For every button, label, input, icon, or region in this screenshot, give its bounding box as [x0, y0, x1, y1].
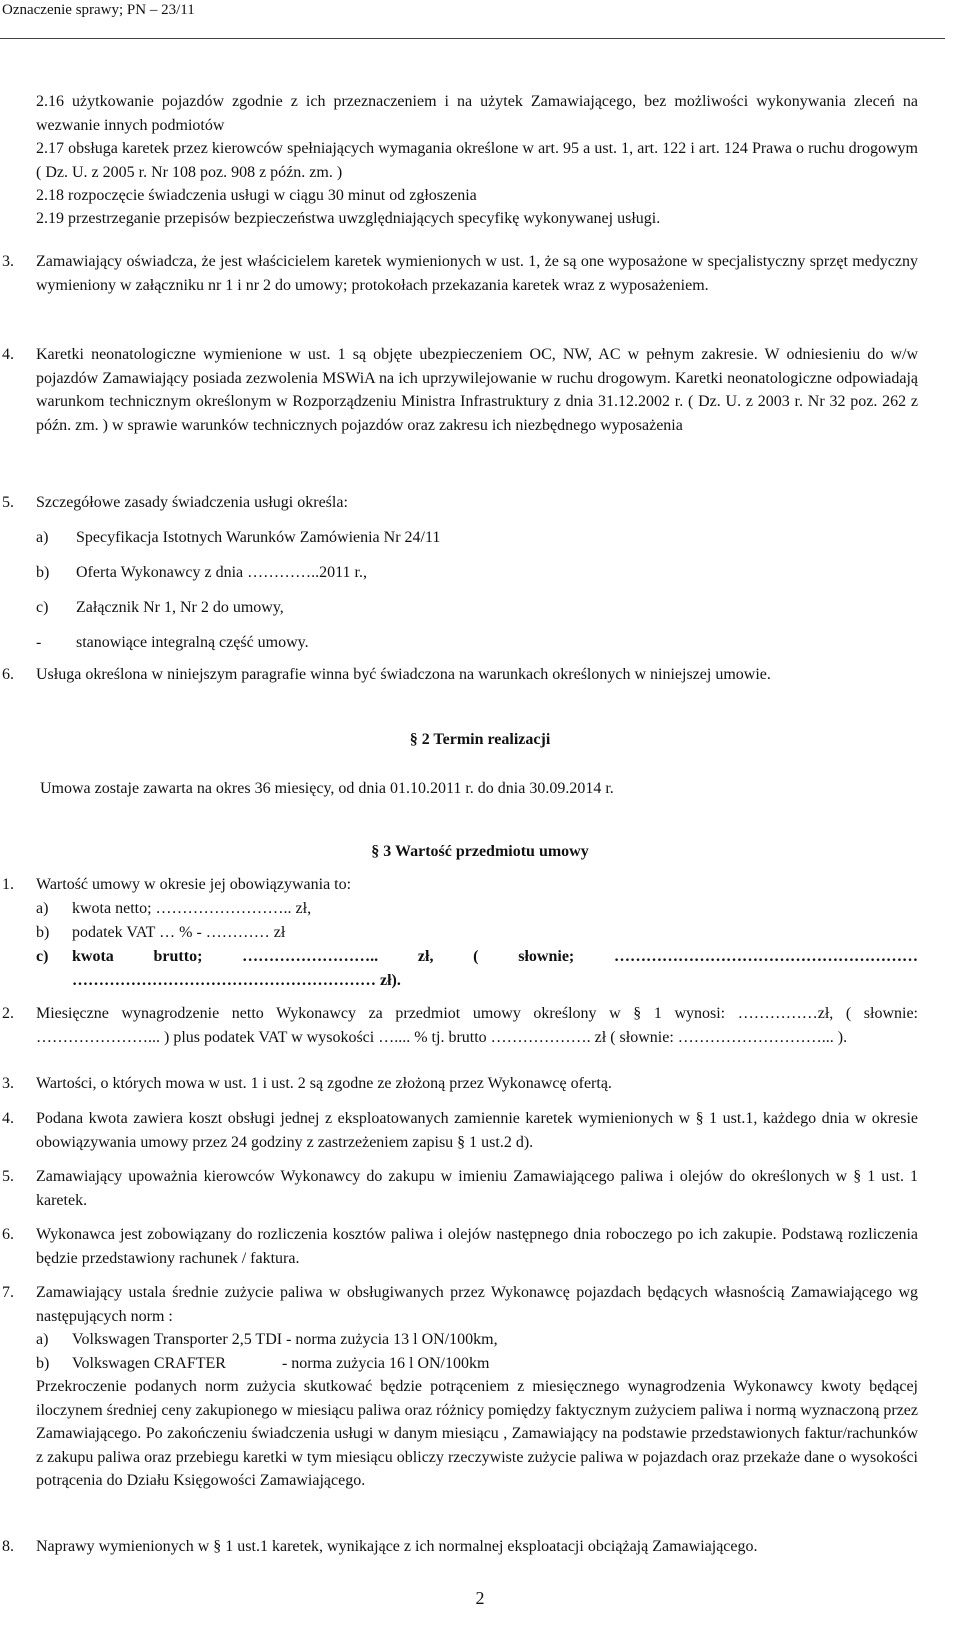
item-2-17	[36, 137, 918, 184]
sub-label: c)	[36, 599, 49, 616]
s3-item-a: kwota netto; …………………….. zł,	[72, 900, 312, 917]
sub-label: -	[36, 634, 42, 651]
item-number: 2.17	[36, 140, 64, 157]
sub-item-c	[36, 596, 918, 620]
item-number: a)	[36, 900, 49, 917]
s3-item-1: Wartość umowy w okresie jej obowiązywania to:	[36, 876, 352, 893]
case-reference: Oznaczenie sprawy; PN – 23/11	[2, 2, 195, 18]
page-number: 2	[475, 1588, 485, 1608]
s3-item-7-note: Przekroczenie podanych norm zużycia skutkować będzie potrąceniem z miesięcznego wynagrodzenia Wykonawcy kwoty będącej iloczynem średniej ceny zakupionego w miesiącu paliwa oraz różnicy pomiędzy faktycznym zużyciem paliwa i normą wyznaczoną przez Zamawiającego. Po zakończeniu świadczenia usługi w danym miesiącu , Zamawiający na podstawie przedstawionych faktur/rachunków z zakupu paliwa oraz przebiegu karetki w tym miesiącu obliczy rzeczywiste zużycie paliwa w pojazdach oraz przekaże dane o wysokości potrącenia do Działu Księgowości Zamawiającego.	[36, 1378, 918, 1489]
paragraph-6: Usługa określona w niniejszym paragrafie winna być świadczona na warunkach określonych w niniejszej umowie.	[36, 666, 771, 683]
section-3-heading: § 3 Wartość przedmiotu umowy	[371, 843, 589, 860]
paragraph-number: 4.	[2, 346, 14, 363]
item-2-19	[36, 207, 918, 231]
sub-item-dash	[36, 631, 918, 655]
paragraph-number: 3.	[2, 253, 14, 270]
s3-item-b: podatek VAT … % - ………… zł	[72, 924, 286, 941]
item-text: rozpoczęcie świadczenia usługi w ciągu 30 minut od zgłoszenia	[68, 187, 477, 204]
item-number: b)	[36, 924, 50, 941]
item-number: 8.	[2, 1538, 14, 1555]
s3-item-c: kwota brutto; …………………….. zł, ( słownie; ………………………………………………… ………………………………………………… zł).	[72, 948, 918, 989]
paragraph-5: Szczegółowe zasady świadczenia usługi określa:	[36, 494, 348, 511]
section-2-text: Umowa zostaje zawarta na okres 36 miesięcy, od dnia 01.10.2011 r. do dnia 30.09.2014 r.	[40, 780, 614, 797]
item-number: 7.	[2, 1284, 14, 1301]
paragraph-number: 5.	[2, 494, 14, 511]
item-number: c)	[36, 948, 49, 965]
sub-text: stanowiące integralną część umowy.	[76, 634, 309, 651]
item-number: 2.19	[36, 210, 64, 227]
paragraph-3: Zamawiający oświadcza, że jest właścicielem karetek wymienionych w ust. 1, że są one wyposażone w specjalistyczny sprzęt medyczny wymieniony w załączniku nr 1 i nr 2 do umowy; protokołach przekazania karetek wraz z wyposażeniem.	[36, 253, 918, 294]
item-number: 2.18	[36, 187, 64, 204]
item-number: 4.	[2, 1110, 14, 1127]
s3-item-2: Miesięczne wynagrodzenie netto Wykonawcy za przedmiot umowy określony w § 1 wynosi: ……………zł, ( słownie: …………………... ) plus podatek VAT w wysokości ….... % tj. brutto ………………. zł ( słownie: ………………………... ).	[36, 1005, 918, 1046]
s3-item-5: Zamawiający upoważnia kierowców Wykonawcy do zakupu w imieniu Zamawiającego paliwa i olejów do określonych w § 1 ust. 1 karetek.	[36, 1168, 918, 1209]
item-number: 1.	[2, 876, 14, 893]
paragraph-4: Karetki neonatologiczne wymienione w ust. 1 są objęte ubezpieczeniem OC, NW, AC w pełnym zakresie. W odniesieniu do w/w pojazdów Zamawiający posiada zezwolenia MSWiA na ich uprzywilejowanie w ruchu drogowym. Karetki neonatologiczne odpowiadają warunkom technicznym określonym w Rozporządzeniu Ministra Infrastruktury z dnia 31.12.2002 r. ( Dz. U. z 2003 r. Nr 32 poz. 262 z późn. zm. ) w sprawie warunków technicznych pojazdów oraz zakresu ich niezbędnego wyposażenia	[36, 346, 918, 434]
sub-item-b	[36, 561, 918, 585]
sub-text: Specyfikacja Istotnych Warunków Zamówienia Nr 24/11	[76, 529, 441, 546]
sub-text: Załącznik Nr 1, Nr 2 do umowy,	[76, 599, 284, 616]
item-number: 5.	[2, 1168, 14, 1185]
s3-item-7a: Volkswagen Transporter 2,5 TDI - norma zużycia 13 l ON/100km,	[72, 1331, 498, 1348]
s3-item-4: Podana kwota zawiera koszt obsługi jednej z eksploatowanych zamiennie karetek wymienionych w § 1 ust.1, każdego dnia w okresie obowiązywania umowy przez 24 godziny z zastrzeżeniem zapisu § 1 ust.2 d).	[36, 1110, 918, 1151]
item-number: 6.	[2, 1226, 14, 1243]
paragraph-number: 6.	[2, 666, 14, 683]
item-text: obsługa karetek przez kierowców spełniających wymagania określone w art. 95 a ust. 1, art. 122 i art. 124 Prawa o ruchu drogowym ( Dz. U. z 2005 r. Nr 108 poz. 908 z późn. zm. )	[36, 140, 919, 181]
sub-item-a	[36, 526, 918, 550]
item-2-18	[36, 184, 918, 208]
item-number: a)	[36, 1331, 49, 1348]
item-text: przestrzeganie przepisów bezpieczeństwa uwzględniających specyfikę wykonywanej usługi.	[68, 210, 661, 227]
s3-item-8: Naprawy wymienionych w § 1 ust.1 karetek, wynikające z ich normalnej eksploatacji obciążają Zamawiającego.	[36, 1538, 758, 1555]
s3-item-7: Zamawiający ustala średnie zużycie paliwa w obsługiwanych przez Wykonawcę pojazdach będących własnością Zamawiającego wg następujących norm :	[36, 1284, 918, 1325]
item-number: 3.	[2, 1075, 14, 1092]
section-2-heading: § 2 Termin realizacji	[409, 731, 551, 748]
item-2-16	[36, 90, 918, 137]
sub-label: b)	[36, 564, 50, 581]
s3-item-6: Wykonawca jest zobowiązany do rozliczenia kosztów paliwa i olejów następnego dnia roboczego po ich zakupie. Podstawą rozliczenia będzie przedstawiony rachunek / faktura.	[36, 1226, 918, 1267]
item-number: b)	[36, 1355, 50, 1372]
item-number: 2.16	[36, 93, 64, 110]
sub-label: a)	[36, 529, 49, 546]
item-number: 2.	[2, 1005, 14, 1022]
item-text: użytkowanie pojazdów zgodnie z ich przeznaczeniem i na użytek Zamawiającego, bez możliwości wykonywania zleceń na wezwanie innych podmiotów	[36, 93, 919, 134]
s3-item-7b: Volkswagen CRAFTER - norma zużycia 16 l ON/100km	[72, 1355, 490, 1372]
sub-text: Oferta Wykonawcy z dnia …………..2011 r.,	[76, 564, 367, 581]
s3-item-3: Wartości, o których mowa w ust. 1 i ust. 2 są zgodne ze złożoną przez Wykonawcę ofertą.	[36, 1075, 612, 1092]
